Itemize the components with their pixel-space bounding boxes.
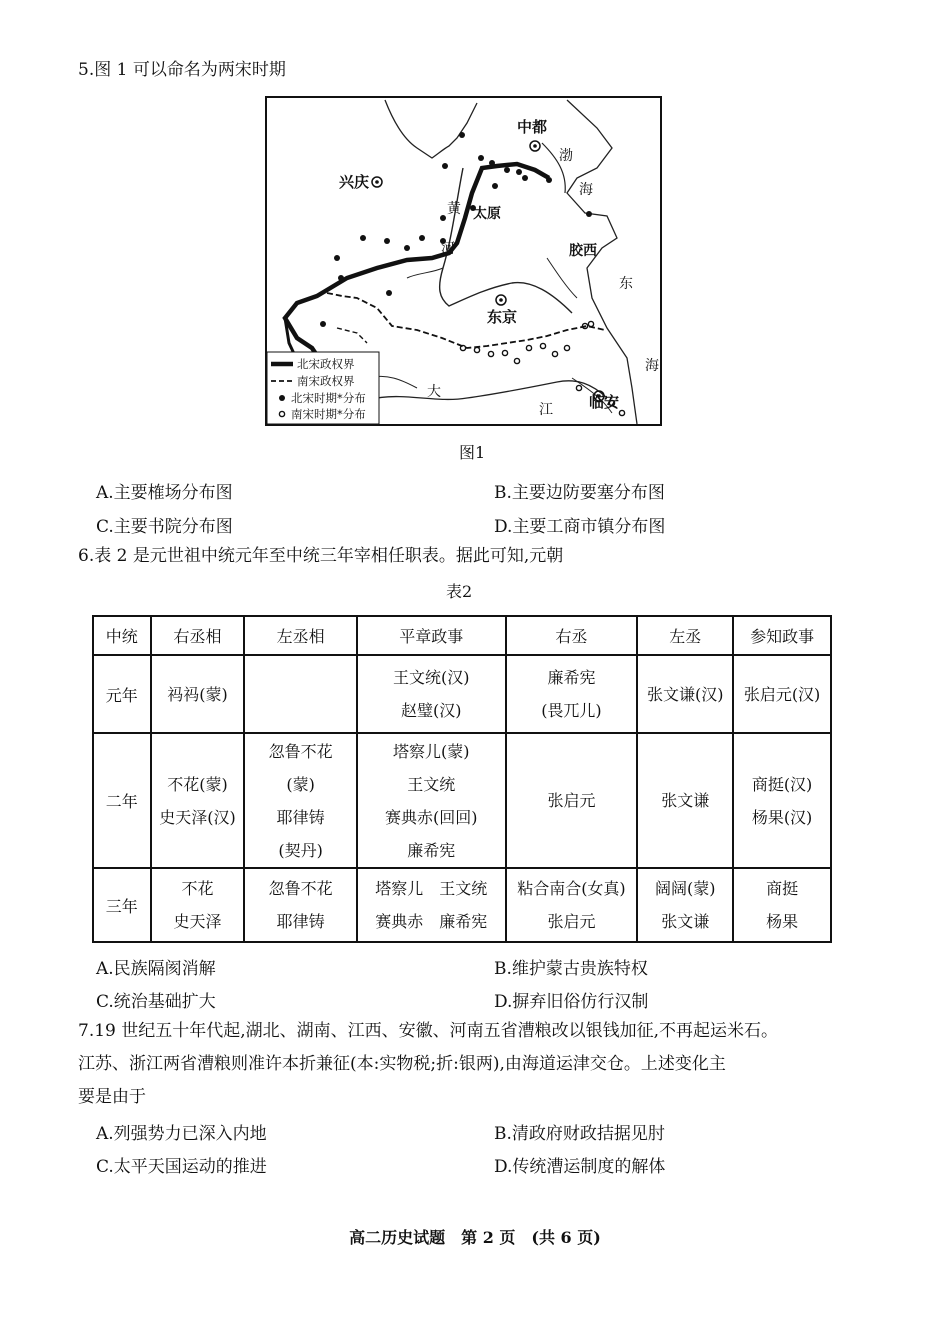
cell-line: 不花(蒙): [167, 774, 228, 794]
cell-line: 粘合南合(女真): [517, 879, 626, 898]
year-cell: 三年: [93, 868, 151, 942]
cell-line: 耶律铸: [276, 912, 325, 931]
q5-option-d[interactable]: D.主要工商市镇分布图: [494, 517, 666, 537]
cell-line: 阔阔(蒙): [654, 879, 716, 898]
cell-line: 张文谦(汉): [646, 684, 724, 704]
table-cell: [151, 868, 245, 942]
map-label-jiang: 江: [539, 402, 553, 418]
q6-option-b[interactable]: B.维护蒙古贵族特权: [494, 959, 648, 979]
table-cell: [357, 868, 506, 942]
cell-line: 王文统: [407, 774, 456, 794]
map-label-he: 河: [441, 241, 455, 257]
cell-line: 廉希宪: [407, 840, 456, 860]
q7-line: 要是由于: [78, 1087, 146, 1107]
q6-option-a[interactable]: A.民族隔阂消解: [96, 959, 216, 979]
cell-line: 张启元(汉): [743, 684, 821, 704]
header-cell: 右丞相: [151, 616, 245, 655]
q5-option-b[interactable]: B.主要边防要塞分布图: [494, 483, 665, 503]
cell-line: 塔察儿 王文统: [375, 879, 488, 898]
table-cell: [244, 733, 357, 868]
map-label-taiyuan: 太原: [473, 206, 501, 222]
legend-northern-song-border: 北宋政权界: [297, 357, 355, 371]
cell-line: 廉希宪: [547, 668, 596, 687]
table-cell: [357, 655, 506, 733]
table-cell: [244, 868, 357, 942]
map-label-bo: 渤: [559, 148, 573, 164]
q5-option-a[interactable]: A.主要榷场分布图: [96, 483, 233, 503]
header-cell: 中统: [93, 616, 151, 655]
map-label-zhongdu: 中都: [517, 118, 548, 136]
cell-line: 杨果: [766, 912, 799, 931]
cell-line: 史天泽(汉): [159, 807, 236, 827]
map-label-linan: 临安: [589, 393, 620, 411]
year-cell: 二年: [93, 733, 151, 868]
map-graphic: [267, 98, 660, 424]
q7-option-c[interactable]: C.太平天国运动的推进: [96, 1157, 267, 1177]
q7-option-d[interactable]: D.传统漕运制度的解体: [494, 1157, 666, 1177]
cell-line: 张文谦: [661, 791, 710, 810]
cell-line: (蒙): [286, 774, 315, 794]
cell-line: 张启元: [547, 912, 596, 931]
header-cell: 右丞: [506, 616, 638, 655]
cell-line: 忽鲁不花: [268, 741, 333, 761]
legend-southern-song-border: 南宋政权界: [297, 374, 355, 388]
cell-line: 王文统(汉): [392, 668, 470, 687]
chancellor-table: [92, 615, 832, 943]
q5-option-c[interactable]: C.主要书院分布图: [96, 517, 233, 537]
header-cell: 左丞相: [244, 616, 357, 655]
table-cell: [637, 733, 733, 868]
map-label-hai2: 海: [645, 358, 659, 374]
map-label-hai1: 海: [579, 182, 593, 198]
table-cell: [733, 655, 831, 733]
cell-line: 赛典赤 廉希宪: [375, 912, 488, 931]
page-footer: 高二历史试题 第 2 页 (共 6 页): [349, 1228, 601, 1247]
cell-line: 张文谦: [661, 912, 710, 931]
map-legend: [267, 352, 379, 424]
cell-line: 赵璧(汉): [400, 701, 462, 720]
table-2-title: 表2: [446, 582, 473, 601]
header-cell: 平章政事: [357, 616, 506, 655]
cell-line: 塔察儿(蒙): [392, 741, 470, 761]
table-cell: [637, 868, 733, 942]
table-cell: [733, 868, 831, 942]
question-6-stem: 6.表 2 是元世祖中统元年至中统三年宰相任职表。据此可知,元朝: [78, 546, 564, 566]
q6-option-c[interactable]: C.统治基础扩大: [96, 992, 216, 1012]
cell-line: 不花: [181, 879, 214, 898]
q6-option-d[interactable]: D.摒弃旧俗仿行汉制: [494, 992, 649, 1012]
song-dynasty-map: [265, 96, 662, 426]
table-cell: [151, 733, 245, 868]
table-cell: [506, 868, 638, 942]
header-cell: 左丞: [637, 616, 733, 655]
table-cell: [637, 655, 733, 733]
table-cell: [733, 733, 831, 868]
cell-line: 祃祃(蒙): [167, 684, 228, 704]
table-header-row: [93, 616, 831, 655]
q7-line: 江苏、浙江两省漕粮则准许本折兼征(本:实物税;折:银两),由海道运津交仓。上述变化主: [78, 1054, 726, 1074]
figure-1-caption: 图1: [459, 443, 486, 462]
cell-line: 商挺(汉): [751, 774, 813, 794]
q7-option-b[interactable]: B.清政府财政拮据见肘: [494, 1124, 665, 1144]
table-cell: [151, 655, 245, 733]
cell-line: 张启元: [547, 791, 596, 810]
question-7-stem: [78, 1017, 878, 1111]
table-row-year-1: [93, 655, 831, 733]
cell-line: (契丹): [278, 840, 323, 860]
table-row-year-3: [93, 868, 831, 942]
table-cell: [506, 655, 638, 733]
map-label-xingqing: 兴庆: [339, 173, 370, 191]
legend-northern-song-distribution: 北宋时期*分布: [291, 391, 366, 405]
year-cell: 元年: [93, 655, 151, 733]
cell-line: 商挺: [766, 879, 799, 898]
cell-line: 杨果(汉): [751, 807, 813, 827]
map-label-dong: 东: [619, 276, 633, 292]
map-label-huang: 黄: [447, 201, 461, 217]
cell-line: 赛典赤(回回): [384, 807, 478, 827]
map-label-jiaoxi: 胶西: [569, 243, 597, 259]
legend-southern-song-distribution: 南宋时期*分布: [291, 407, 366, 421]
map-label-da: 大: [427, 384, 441, 400]
header-cell: 参知政事: [733, 616, 831, 655]
cell-line: (畏兀儿): [541, 701, 602, 720]
table-cell: [506, 733, 638, 868]
cell-line: 耶律铸: [276, 807, 325, 827]
q7-line: 7.19 世纪五十年代起,湖北、湖南、江西、安徽、河南五省漕粮改以银钱加征,不再起运米石。: [78, 1021, 779, 1041]
q7-option-a[interactable]: A.列强势力已深入内地: [96, 1124, 267, 1144]
table-cell-empty: [244, 655, 357, 733]
map-label-dongjing: 东京: [487, 308, 518, 326]
question-5-stem: 5.图 1 可以命名为两宋时期: [78, 60, 286, 80]
table-row-year-2: [93, 733, 831, 868]
cell-line: 忽鲁不花: [268, 879, 333, 898]
table-cell: [357, 733, 506, 868]
cell-line: 史天泽: [173, 912, 222, 931]
